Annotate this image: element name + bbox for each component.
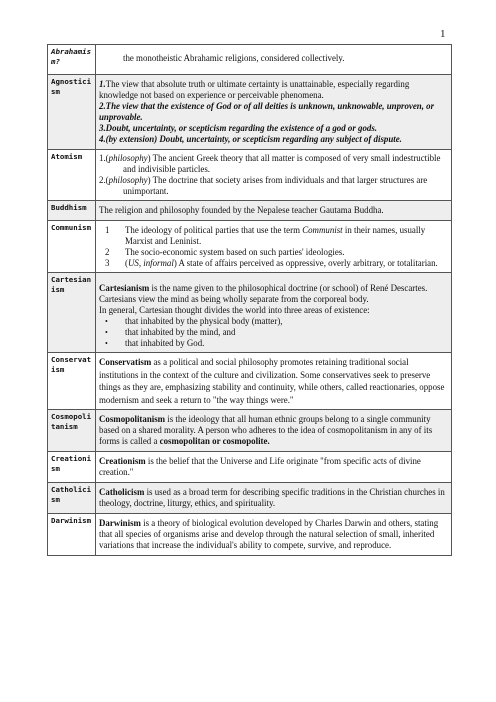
- definition-cell: [96, 150, 452, 201]
- list-item-text: that inhabited by the physical body (matter),: [125, 316, 283, 326]
- definition-text: is the name given to the philosophical doctrine (or school) of René Descartes.: [149, 283, 428, 293]
- term-cell: Darwinism: [48, 514, 96, 556]
- term-bold: cosmopolitan or cosmopolite.: [159, 436, 270, 446]
- sense-text: The view that absolute truth or ultimate certainty is unattainable, especially regarding knowledge not based on experience or perceivable phenomena.: [99, 79, 410, 100]
- definition-sense-1: [99, 79, 448, 101]
- sense-number: 1.: [99, 153, 106, 163]
- table-row: [48, 150, 452, 201]
- definition-cell: [96, 410, 452, 452]
- page-number: 1: [440, 28, 446, 40]
- table-row: [48, 75, 452, 150]
- sense-number: 2: [105, 247, 110, 257]
- list-item: [99, 247, 448, 258]
- sense-text: The doctrine that society arises from individuals and that larger structures are unimportant.: [123, 175, 428, 196]
- table-row: [48, 221, 452, 273]
- table-row: [48, 273, 452, 353]
- list-item: [99, 258, 448, 269]
- definition-paragraph: Cartesians view the mind as being wholly separate from the corporeal body.: [99, 294, 369, 304]
- table-row: [48, 45, 452, 75]
- term-bold: Conservatism: [99, 357, 152, 367]
- sense-number: 1.: [99, 79, 106, 89]
- definition-text: as a political and social philosophy promotes retaining traditional social institutions in the context of the culture and civilization. Some conservatives seek to preserve things as they are, emphasizing stability and continuity, while others, called reactionaries, oppose modernism and seek a return to "the way things were.": [99, 357, 445, 405]
- term-cell: Communism: [48, 221, 96, 273]
- definition-cell: [96, 514, 452, 556]
- sense-number: 3: [105, 258, 110, 268]
- definition-cell: [96, 452, 452, 483]
- term-cell: Catholicism: [48, 483, 96, 514]
- list-item: [99, 327, 448, 338]
- definition-cell: [96, 221, 452, 273]
- term-cell: Abrahamism?: [48, 45, 96, 75]
- table-row: [48, 410, 452, 452]
- definition-cell: [96, 353, 452, 410]
- definition-text: is a theory of biological evolution developed by Charles Darwin and others, stating that all species of organisms arise and develop through the natural selection of small, inherited variations that increase the individual's ability to compete, survive, and reproduce.: [99, 518, 439, 550]
- definition-text: the monotheistic Abrahamic religions, considered collectively.: [123, 53, 345, 63]
- sense-number: 2.: [99, 175, 106, 185]
- term-bold: Creationism: [99, 456, 146, 466]
- sense-text: ) A state of affairs perceived as oppressive, overly arbitrary, or totalitarian.: [173, 258, 438, 268]
- term-bold: Catholicism: [99, 487, 145, 497]
- definition-sense-2: 2.The view that the existence of God or of all deities is unknown, unknowable, unproven, or unprovable.: [99, 101, 435, 122]
- term-cell: Atomism: [48, 150, 96, 201]
- table-row: [48, 201, 452, 221]
- list-item-text: that inhabited by God.: [125, 338, 205, 348]
- sense-text: The ideology of political parties that use the term: [125, 225, 303, 235]
- definition-cell: [96, 75, 452, 150]
- bullet-icon: •: [105, 328, 108, 337]
- list-item-text: that inhabited by the mind, and: [125, 327, 236, 337]
- sense-text: The socio-economic system based on such parties' ideologies.: [125, 247, 345, 257]
- term-bold: Cosmopolitanism: [99, 414, 166, 424]
- definition-sense-4: 4.(by extension) Doubt, uncertainty, or scepticism regarding any subject of dispute.: [99, 134, 402, 144]
- definition-text: is the ideology that all human ethnic groups belong to a single community based on a shared morality. A person who adheres to the idea of cosmopolitanism in any of its forms is called a: [99, 414, 433, 446]
- glossary-table: [47, 44, 452, 556]
- term-bold: Cartesianism: [99, 283, 150, 293]
- term-cell: Agnosticism: [48, 75, 96, 150]
- definition-cell: The religion and philosophy founded by the Nepalese teacher Gautama Buddha.: [96, 201, 452, 221]
- term-bold: Darwinism: [99, 518, 141, 528]
- table-row: [48, 353, 452, 410]
- sense-number: 1: [105, 225, 110, 235]
- term-cell: Creationism: [48, 452, 96, 483]
- bullet-icon: •: [105, 317, 108, 326]
- sense-text: (: [125, 258, 128, 268]
- table-row: [48, 483, 452, 514]
- definition-paragraph: [99, 283, 448, 294]
- definition-paragraph: In general, Cartesian thought divides the world into three areas of existence:: [99, 305, 370, 315]
- definition-text: is the belief that the Universe and Life originate "from specific acts of divine creation.": [99, 456, 421, 477]
- sense-text: The ancient Greek theory that all matter is composed of very small indestructible and indivisible particles.: [123, 153, 441, 174]
- sense-emphasis: US, informal: [127, 258, 174, 268]
- sense-emphasis: Communist: [302, 225, 343, 235]
- bullet-icon: •: [105, 339, 108, 348]
- definition-cell: [96, 45, 452, 75]
- definition-cell: [96, 483, 452, 514]
- definition-cell: [96, 273, 452, 353]
- bullet-list: [99, 316, 448, 349]
- table-row: [48, 452, 452, 483]
- term-cell: Cartesianism: [48, 273, 96, 353]
- definition-sense-3: 3.Doubt, uncertainty, or scepticism regarding the existence of a god or gods.: [99, 123, 377, 133]
- definition-text: is used as a broad term for describing specific traditions in the Christian churches in theology, doctrine, liturgy, ethics, and spirituality.: [99, 487, 445, 508]
- usage-tag: philosophy: [108, 153, 148, 163]
- usage-tag: philosophy: [108, 175, 148, 185]
- term-cell: Buddhism: [48, 201, 96, 221]
- term-cell: Cosmopolitanism: [48, 410, 96, 452]
- list-item: [99, 316, 448, 327]
- definition-sense-1: 1.(philosophy) The ancient Greek theory that all matter is composed of very small indestructible and indivisible particles.: [99, 153, 441, 174]
- definition-sense-2: 2.(philosophy) The doctrine that society arises from individuals and that larger structures are unimportant.: [99, 175, 428, 196]
- list-item: [99, 225, 448, 247]
- sense-text: in their names, usually Marxist and Leninist.: [125, 225, 426, 246]
- table-row: [48, 514, 452, 556]
- term-cell: Conservatism: [48, 353, 96, 410]
- list-item: [99, 338, 448, 349]
- definition-list: [99, 225, 448, 269]
